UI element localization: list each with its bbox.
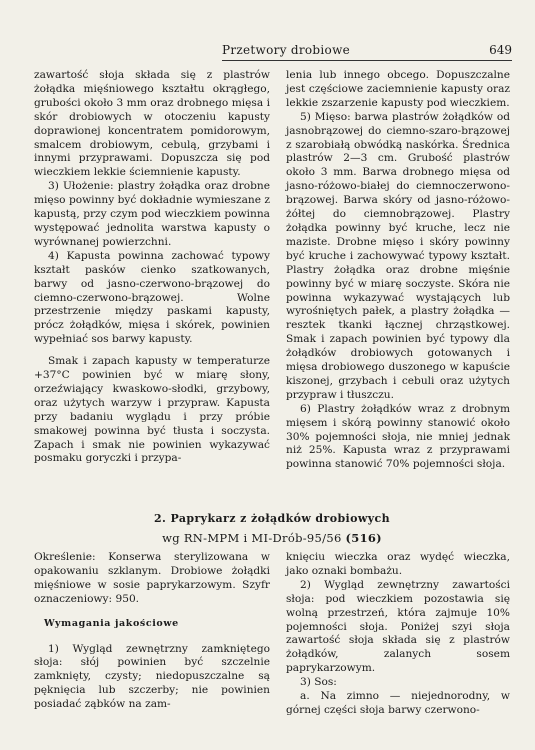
paragraph-arrangement: 3) Ułożenie: plastry żołądka oraz drobne mięso powinny być dokładnie wymieszane z kapustą, przy czym pod wieczkiem powinna występować jednolita warstwa kapusty o wyrównanej powierzchni. (34, 180, 270, 248)
paragraph-meat: 5) Mięso: barwa plastrów żołądków od jasnobrązowej do ciemno-szaro-brązowej z szarobiałą obwódką naskórka. Średnica plastrów 2—3 cm. Grubość plastrów około 3 mm. Barwa drobnego mięsa od jasno-różowo-białej do ciemnoczerwono-brązowej. Barwa skóry od jasno-różowo-żółtej do ciemnobrązowej. Plastry żołądka powinny być kruche, lecz nie maziste. Drobne mięso i skóry powinny być kruche i zachowywać typowy kształt. Plastry żołądka oraz drobne mięśnie powinny być w miarę soczyste. Skóra nie powinna wykazywać wystających lub wyrośniętych pałek, a plastry żołądka — resztek tkanki łącznej chrząstkowej. Smak i zapach powinien być typowy dla żołądków drobiowych gotowanych i mięsa drobiowego duszonego w kapuście kiszonej, grzybach i cebuli oraz użytych przypraw i tłuszczu. (286, 110, 510, 401)
running-header (222, 42, 512, 61)
paragraph-taste: Smak i zapach kapusty w temperaturze +37°C powinien być w miarę słony, orzeźwiający kwaskowo-słodki, grzybowy, oraz użytych warzyw i przypraw. Kapusta przy badaniu wyglądu i przy próbie smakowej powinna być tłusta i soczysta. Zapach i smak nie powinien wykazywać posmaku goryczki i przypa- (34, 355, 270, 465)
paragraph-proportions: 6) Plastry żołądków wraz z drobnym mięsem i skórą powinny stanowić około 30% pojemności słoja, nie mniej jednak niż 25%. Kapusta wraz z przyprawami powinna stanowić 70% pojemności słoja. (286, 402, 510, 471)
left-column-2 (34, 551, 270, 712)
header-title: Przetwory drobiowe (222, 43, 351, 57)
paragraph-continuation-2: knięciu wieczka oraz wydęć wieczka, jako oznaki bombażu. (286, 551, 510, 577)
right-column (286, 69, 510, 472)
section-standard (34, 531, 510, 545)
standard-code: wg RN-MPM i MI-Drób-95/56 (162, 531, 342, 545)
paragraph-jar-appearance: 1) Wygląd zewnętrzny zamkniętego słoja: słój powinien być szczelnie zamknięty, czysty; niedopuszczalne są pęknięcia lub szczerby; nie powinien posiadać ząbków na zam- (34, 642, 270, 711)
page-number: 649 (489, 43, 512, 57)
paragraph-sauce-cold: a. Na zimno — niejednorodny, w górnej części słoja barwy czerwono- (286, 690, 510, 716)
right-column-2 (286, 551, 510, 718)
subheading-quality: Wymagania jakościowe (44, 617, 179, 629)
paragraph-continuation-right: lenia lub innego obcego. Dopuszczalne jest częściowe zaciemnienie kapusty oraz lekkie zszarzenie kapusty pod wieczkiem. (286, 69, 510, 109)
standard-number: (516) (345, 531, 382, 545)
paragraph-continuation: zawartość słoja składa się z plastrów żołądka mięśniowego kształtu okrągłego, grubości około 3 mm oraz drobnego mięsa i skór drobiowych w otoczeniu kapusty doprawionej koncentratem pomidorowym, smalcem drobiowym, cebulą, grzybami i innymi przyprawami. Dopuszcza się pod wieczkiem lekkie ściemnienie kapusty. (34, 69, 270, 179)
left-column (34, 69, 270, 466)
paragraph-definition: Określenie: Konserwa sterylizowana w opakowaniu szklanym. Drobiowe żołądki mięśniowe w sosie paprykarzowym. Szyfr oznaczeniowy: 950. (34, 551, 270, 605)
section-title: 2. Paprykarz z żołądków drobiowych (153, 512, 391, 525)
paragraph-cabbage: 4) Kapusta powinna zachować typowy kształt pasków cienko szatkowanych, barwy od jasno-czerwono-brązowej do ciemno-czerwono-brązowej. Wolne przestrzenie między paskami kapusty, prócz żołądków, mięsa i skórek, powinien wypełniać sos barwy kapusty. (34, 249, 270, 346)
paragraph-contents: 2) Wygląd zewnętrzny zawartości słoja: pod wieczkiem pozostawia się wolną przestrzeń, która zajmuje 10% pojemności słoja. Poniżej szyi słoja zawartość słoja składa się z plastrów żołądków, zalanych sosem paprykarzowym. (286, 578, 510, 675)
paragraph-sauce: 3) Sos: (300, 676, 337, 689)
